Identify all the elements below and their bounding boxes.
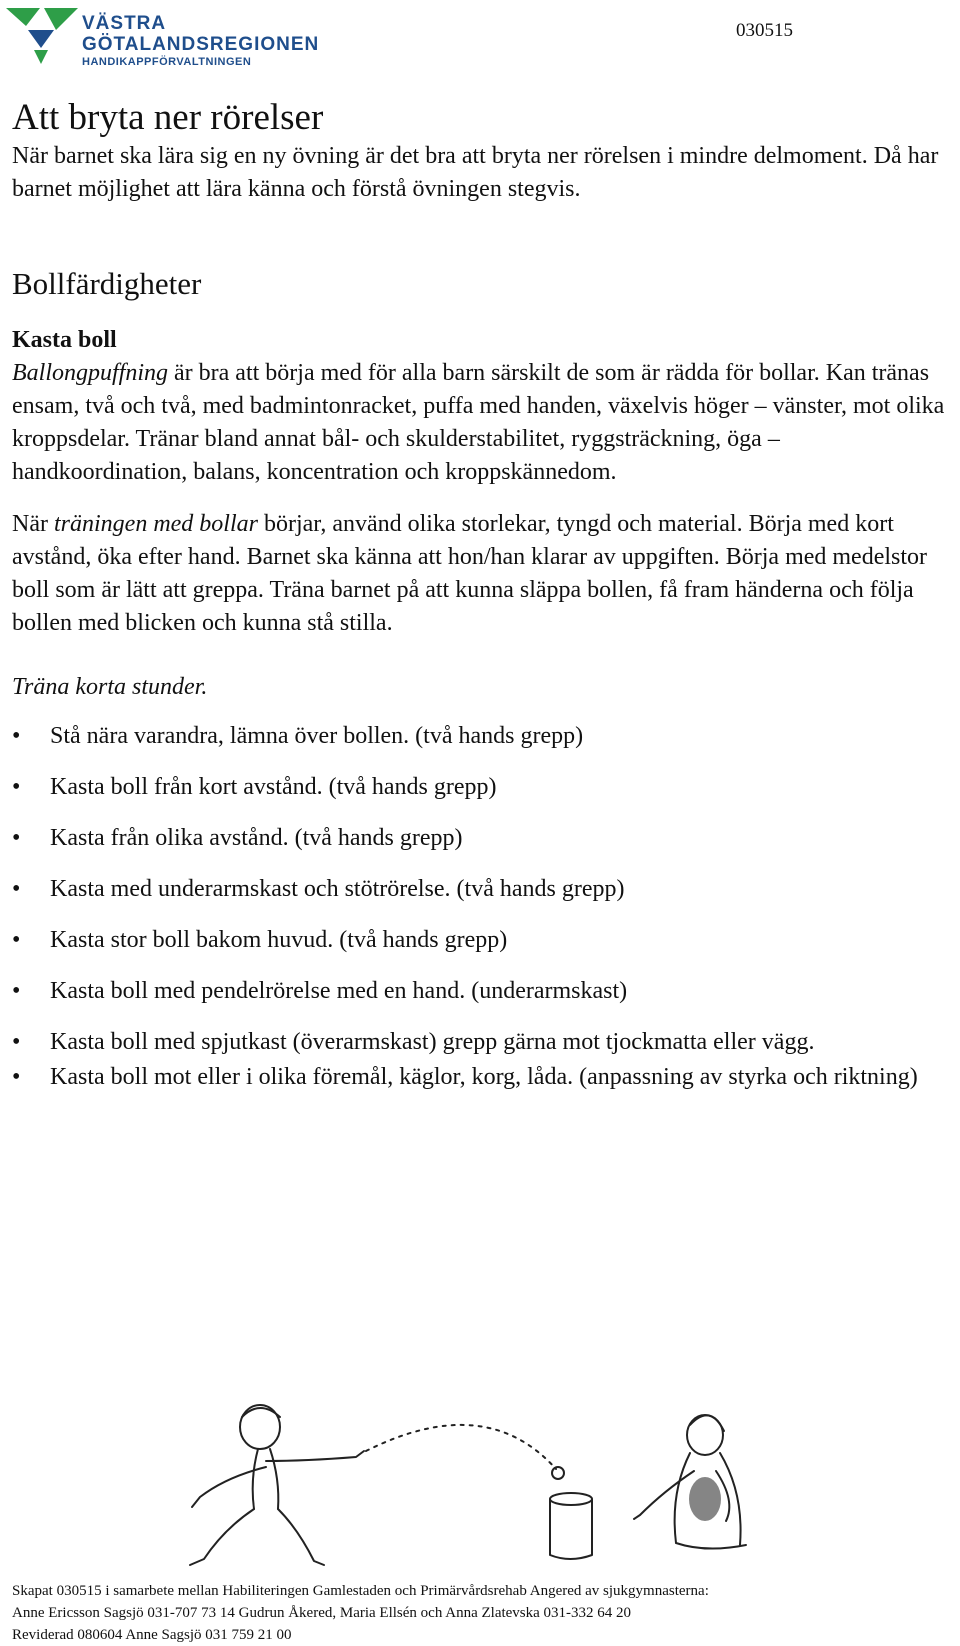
list-item: • Kasta stor boll bakom huvud. (två hands grepp) — [12, 924, 952, 957]
region-logo — [4, 4, 324, 70]
intro-paragraph: När barnet ska lära sig en ny övning är det bra att bryta ner rörelsen i mindre delmoment. Då har barnet möjlighet att lära känna och förstå övningen stegvis. — [12, 143, 939, 202]
document-body — [12, 96, 952, 1094]
footer-line-3: Reviderad 080604 Anne Sagsjö 031 759 21 00 — [12, 1627, 292, 1643]
list-item: • Kasta med underarmskast och stötrörelse. (två hands grepp) — [12, 873, 952, 906]
list-item: • Kasta boll från kort avstånd. (två hands grepp) — [12, 771, 952, 804]
children-throwing-illustration — [170, 1395, 790, 1575]
training-pre: När — [12, 511, 54, 537]
logo-line-3: HANDIKAPPFÖRVALTNINGEN — [82, 56, 252, 68]
training-text: börjar, använd olika storlekar, tyngd och material. Börja med kort avstånd, öka efter hand. Barnet ska känna att hon/han klarar av uppgiften. Börja med medelstor boll som är lätt att greppa. Träna barnet på att kunna släppa bollen, få fram händerna och följa bollen med blicken och kunna stå stilla. — [12, 511, 928, 636]
logo-line-2: GÖTALANDSREGIONEN — [82, 34, 320, 55]
page-title: Att bryta ner rörelser — [12, 97, 324, 138]
list-item: • Kasta från olika avstånd. (två hands grepp) — [12, 822, 952, 855]
exercise-list — [12, 720, 952, 1094]
footer-line-1: Skapat 030515 i samarbete mellan Habiliteringen Gamlestaden och Primärvårdsrehab Angered av sjukgymnasterna: — [12, 1583, 709, 1599]
list-item: • Kasta boll med pendelrörelse med en hand. (underarmskast) — [12, 975, 952, 1008]
list-item: • Kasta boll mot eller i olika föremål, käglor, korg, låda. (anpassning av styrka och riktning) — [12, 1061, 952, 1094]
ballong-text: är bra att börja med för alla barn särskilt de som är rädda för bollar. Kan tränas ensam, två och två, med badmintonracket, puffa med handen, växelvis höger – vänster, mot olika kroppsdelar. Tränar bland annat bål- och skulderstabilitet, ryggsträckning, öga – handkoordination, balans, koncentration och kroppskännedom. — [12, 360, 945, 485]
logo-mark-icon — [4, 4, 80, 66]
subsection-title: Kasta boll — [12, 327, 117, 353]
ballong-paragraph — [12, 357, 952, 489]
section-title: Bollfärdigheter — [12, 266, 202, 301]
short-sessions-note: Träna korta stunder. — [12, 674, 208, 700]
document-footer — [12, 1580, 709, 1646]
ballong-term: Ballongpuffning — [12, 360, 168, 386]
footer-line-2: Anne Ericsson Sagsjö 031-707 73 14 Gudrun Åkered, Maria Ellsén och Anna Zlatevska 031-332 64 20 — [12, 1605, 632, 1621]
list-item: • Kasta boll med spjutkast (överarmskast) grepp gärna mot tjockmatta eller vägg. — [12, 1026, 952, 1059]
training-paragraph — [12, 508, 952, 640]
list-item: • Stå nära varandra, lämna över bollen. (två hands grepp) — [12, 720, 952, 753]
logo-line-1: VÄSTRA — [82, 13, 167, 34]
document-date: 030515 — [736, 20, 793, 41]
training-term: träningen med bollar — [53, 511, 258, 537]
